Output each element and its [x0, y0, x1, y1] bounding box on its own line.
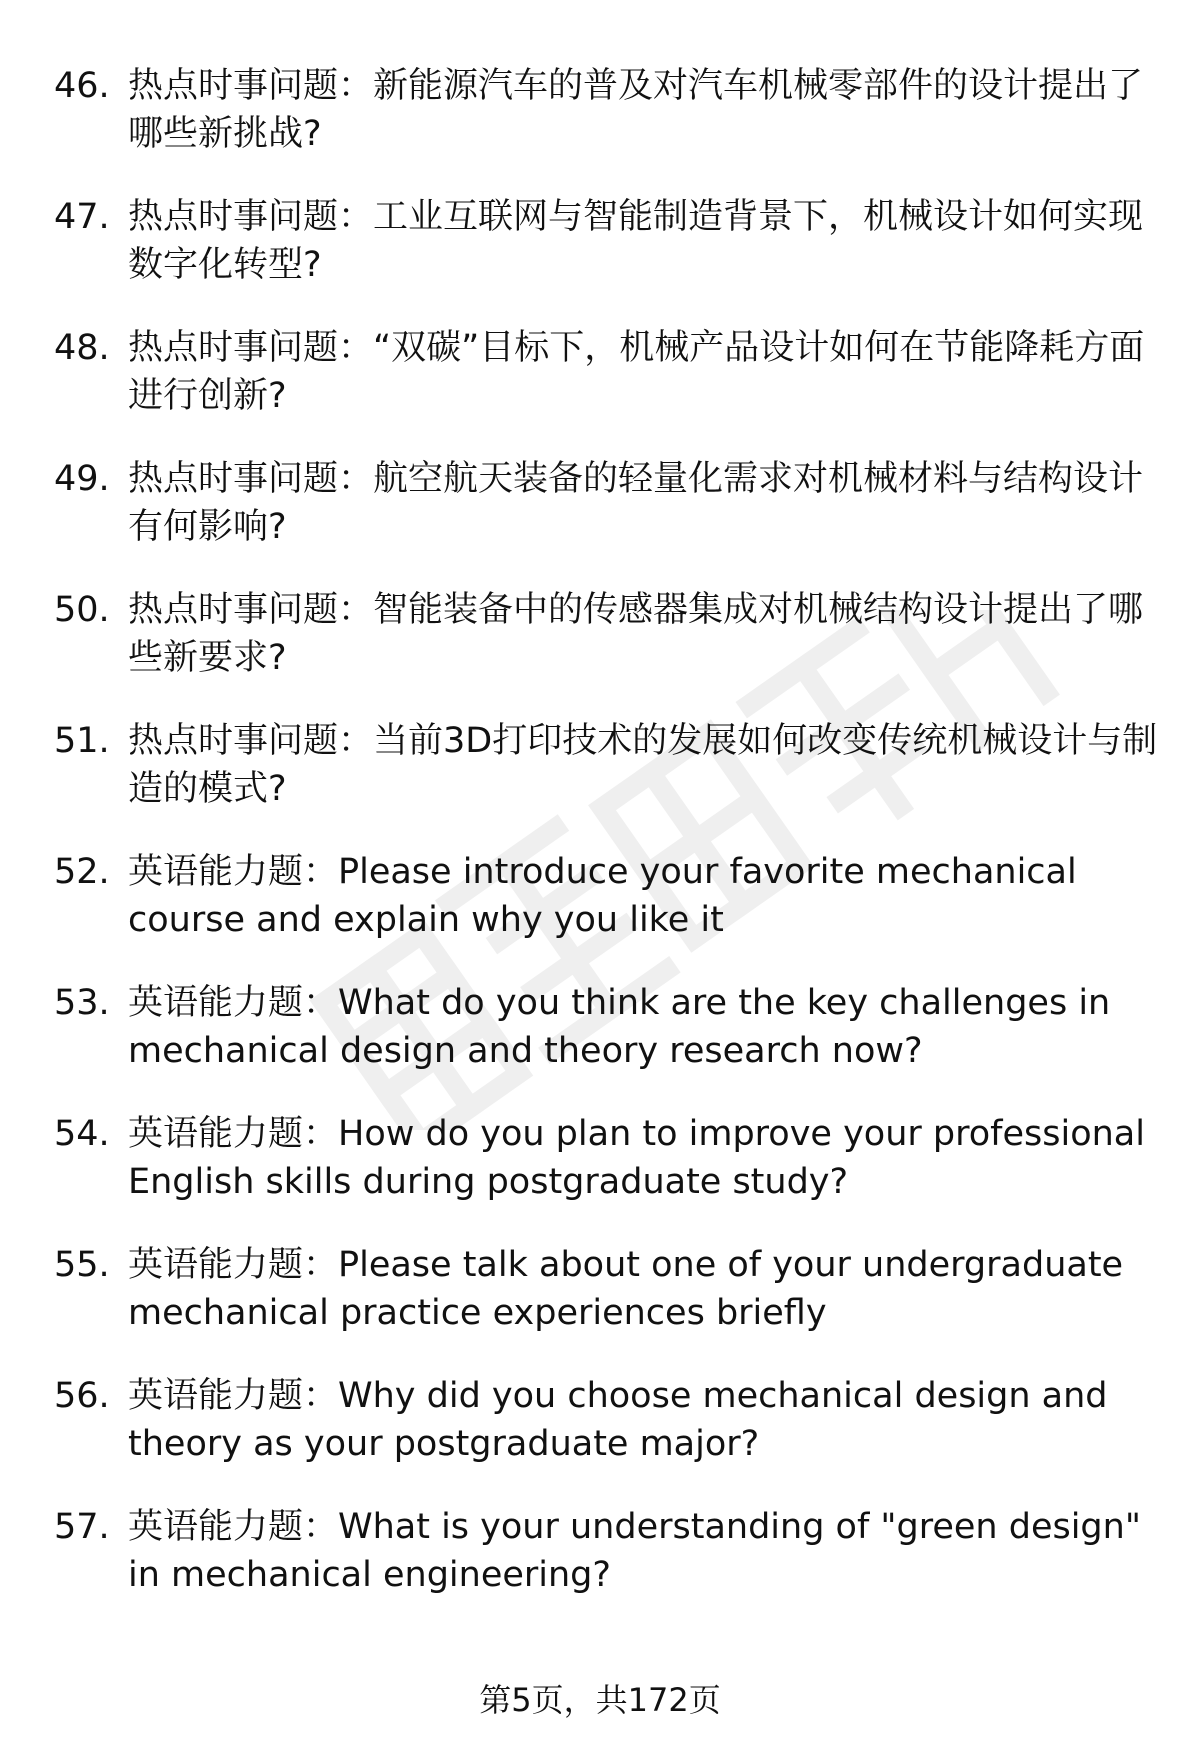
question-number: 52. — [54, 852, 110, 892]
question-number: 48. — [54, 328, 110, 368]
question-item-55 — [0, 1231, 1200, 1362]
question-item-51 — [0, 707, 1200, 838]
question-text: 英语能力题：What is your understanding of "green design" in mechanical engineering? — [128, 1507, 1141, 1595]
question-item-57 — [0, 1493, 1200, 1624]
question-number: 47. — [54, 197, 110, 237]
question-number: 50. — [54, 590, 110, 630]
question-number: 46. — [54, 66, 110, 106]
page-footer: 第5页，共172页 — [479, 1681, 721, 1719]
question-item-50 — [0, 576, 1200, 707]
question-item-46 — [0, 52, 1200, 183]
question-text: 热点时事问题：工业互联网与智能制造背景下，机械设计如何实现数字化转型? — [128, 197, 1144, 285]
question-text: 热点时事问题：新能源汽车的普及对汽车机械零部件的设计提出了哪些新挑战? — [128, 66, 1144, 154]
question-text: 热点时事问题：当前3D打印技术的发展如何改变传统机械设计与制造的模式? — [128, 721, 1158, 809]
question-text: 英语能力题：Why did you choose mechanical design and theory as your postgraduate major? — [128, 1376, 1108, 1464]
question-number: 51. — [54, 721, 110, 761]
question-item-56 — [0, 1362, 1200, 1493]
question-text: 英语能力题：How do you plan to improve your professional English skills during postgraduate study? — [128, 1114, 1145, 1202]
question-number: 49. — [54, 459, 110, 499]
question-item-54 — [0, 1100, 1200, 1231]
question-item-53 — [0, 969, 1200, 1100]
question-number: 57. — [54, 1507, 110, 1547]
question-list — [0, 52, 1200, 1624]
question-text: 英语能力题：What do you think are the key challenges in mechanical design and theory research now? — [128, 983, 1111, 1071]
question-item-48 — [0, 314, 1200, 445]
question-text: 热点时事问题：“双碳”目标下，机械产品设计如何在节能降耗方面进行创新? — [128, 328, 1145, 416]
question-number: 55. — [54, 1245, 110, 1285]
question-item-47 — [0, 183, 1200, 314]
question-number: 54. — [54, 1114, 110, 1154]
question-number: 53. — [54, 983, 110, 1023]
question-text: 英语能力题：Please talk about one of your undergraduate mechanical practice experiences briefly — [128, 1245, 1124, 1333]
question-text: 热点时事问题：航空航天装备的轻量化需求对机械材料与结构设计有何影响? — [128, 459, 1144, 547]
question-text: 英语能力题：Please introduce your favorite mechanical course and explain why you like it — [128, 852, 1077, 940]
question-item-49 — [0, 445, 1200, 576]
question-number: 56. — [54, 1376, 110, 1416]
question-text: 热点时事问题：智能装备中的传感器集成对机械结构设计提出了哪些新要求? — [128, 590, 1144, 678]
question-item-52 — [0, 838, 1200, 969]
